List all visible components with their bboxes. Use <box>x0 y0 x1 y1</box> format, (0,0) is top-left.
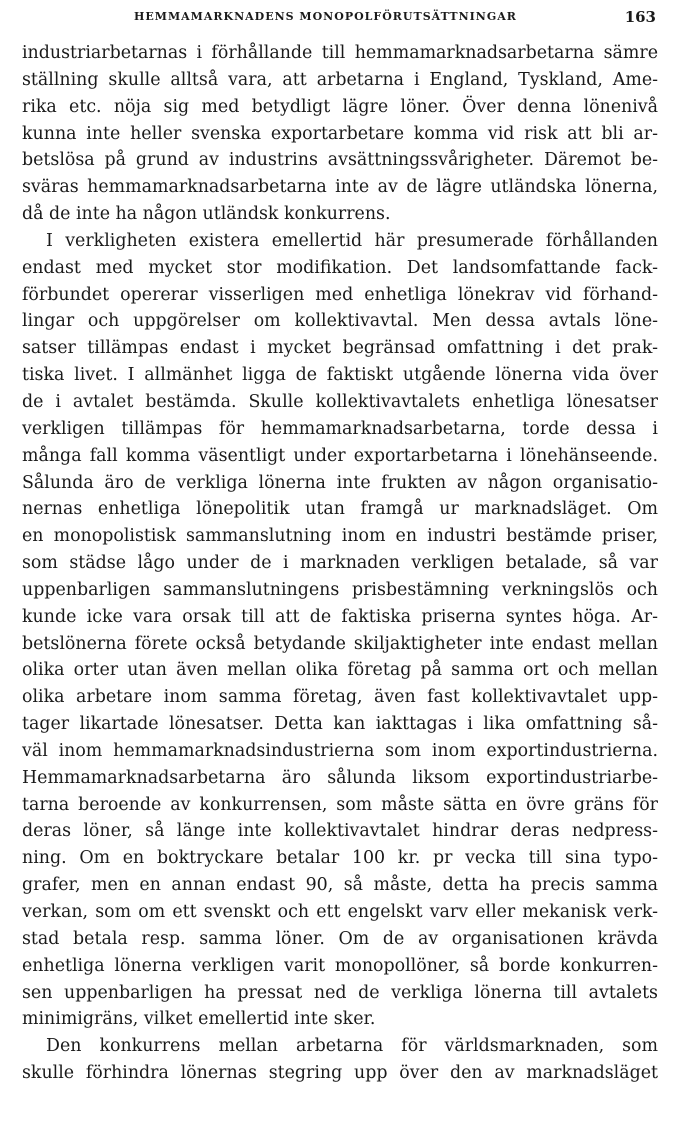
body-text <box>22 40 658 1087</box>
text-line: rika etc. nöja sig med betydligt lägre löner. Över denna lönenivå <box>22 96 658 117</box>
text-line: kunde icke vara orsak till att de faktiska priserna syntes höga. Ar- <box>22 606 658 627</box>
text-line: ning. Om en boktryckare betalar 100 kr. pr vecka till sina typo- <box>22 848 658 869</box>
text-line: då de inte ha någon utländsk konkurrens. <box>22 204 391 225</box>
text-line: Hemmamarknadsarbetarna äro sålunda liksom exportindustriarbe- <box>22 767 658 788</box>
text-line: betslönerna förete också betydande skiljaktigheter inte endast mellan <box>22 633 658 654</box>
text-line: uppenbarligen sammanslutningens prisbestämning verkningslös och <box>22 579 658 600</box>
text-line: olika orter utan även mellan olika företag på samma ort och mellan <box>22 660 658 681</box>
text-line: deras löner, så länge inte kollektivavtalet hindrar deras nedpress- <box>22 821 658 842</box>
text-line: grafer, men en annan endast 90, så måste, detta ha precis samma <box>22 875 658 896</box>
text-line: förbundet opererar visserligen med enhetliga lönekrav vid förhand- <box>22 284 658 305</box>
text-line: lingar och uppgörelser om kollektivavtal. Men dessa avtals löne- <box>22 311 658 332</box>
text-line: en monopolistisk sammanslutning inom en industri bestämde priser, <box>22 526 658 547</box>
text-line: enhetliga lönerna verkligen varit monopollöner, så borde konkurren- <box>22 955 658 976</box>
paragraph-first-line: Den konkurrens mellan arbetarna för världsmarknaden, som <box>46 1036 658 1057</box>
running-head: HEMMAMARKNADENS MONOPOLFÖRUTSÄTTNINGAR <box>134 10 517 23</box>
text-line: ställning skulle alltså vara, att arbetarna i England, Tyskland, Ame- <box>22 69 658 90</box>
text-line: tager likartade lönesatser. Detta kan iakttagas i lika omfattning så- <box>22 714 658 735</box>
text-line: som städse lågo under de i marknaden verkligen betalade, så var <box>22 553 658 574</box>
text-line: betslösa på grund av industrins avsättningssvårigheter. Däremot be- <box>22 150 658 171</box>
text-line: verkligen tillämpas för hemmamarknadsarbetarna, torde dessa i <box>22 418 658 439</box>
text-line: väl inom hemmamarknadsindustrierna som inom exportindustrierna. <box>22 740 658 761</box>
text-line: minimigräns, vilket emellertid inte sker. <box>22 1009 376 1030</box>
text-line: industriarbetarnas i förhållande till hemmamarknadsarbetarna sämre <box>22 43 658 63</box>
text-line: sväras hemmamarknadsarbetarna inte av de lägre utländska lönerna, <box>22 177 658 198</box>
text-line: tarna beroende av konkurrensen, som måste sätta en övre gräns för <box>22 794 658 815</box>
text-line: olika arbetare inom samma företag, även fast kollektivavtalet upp- <box>22 687 658 708</box>
text-line: tiska livet. I allmänhet ligga de faktiskt utgående lönerna vida över <box>22 365 658 386</box>
page-header <box>22 8 658 28</box>
text-line: många fall komma väsentligt under exportarbetarna i lönehänseende. <box>22 445 658 466</box>
text-line: kunna inte heller svenska exportarbetare komma vid risk att bli ar- <box>22 123 658 144</box>
text-line: verkan, som om ett svenskt och ett engelskt varv eller mekanisk verk- <box>22 902 658 922</box>
text-line: de i avtalet bestämda. Skulle kollektivavtalets enhetliga lönesatser <box>22 391 658 412</box>
text-line: endast med mycket stor modifikation. Det landsomfattande fack- <box>22 257 658 278</box>
text-line: nernas enhetliga lönepolitik utan framgå ur marknadsläget. Om <box>22 499 658 520</box>
text-line: sen uppenbarligen ha pressat ned de verkliga lönerna till avtalets <box>22 982 658 1003</box>
text-line: satser tillämpas endast i mycket begränsad omfattning i det prak- <box>22 338 658 359</box>
text-line: skulle förhindra lönernas stegring upp över den av marknadsläget <box>22 1063 658 1084</box>
text-line: Sålunda äro de verkliga lönerna inte frukten av någon organisatio- <box>22 472 658 493</box>
text-line: stad betala resp. samma löner. Om de av organisationen krävda <box>22 928 658 949</box>
paragraph-first-line: I verkligheten existera emellertid här presumerade förhållanden <box>46 230 658 251</box>
page-number: 163 <box>624 8 656 26</box>
